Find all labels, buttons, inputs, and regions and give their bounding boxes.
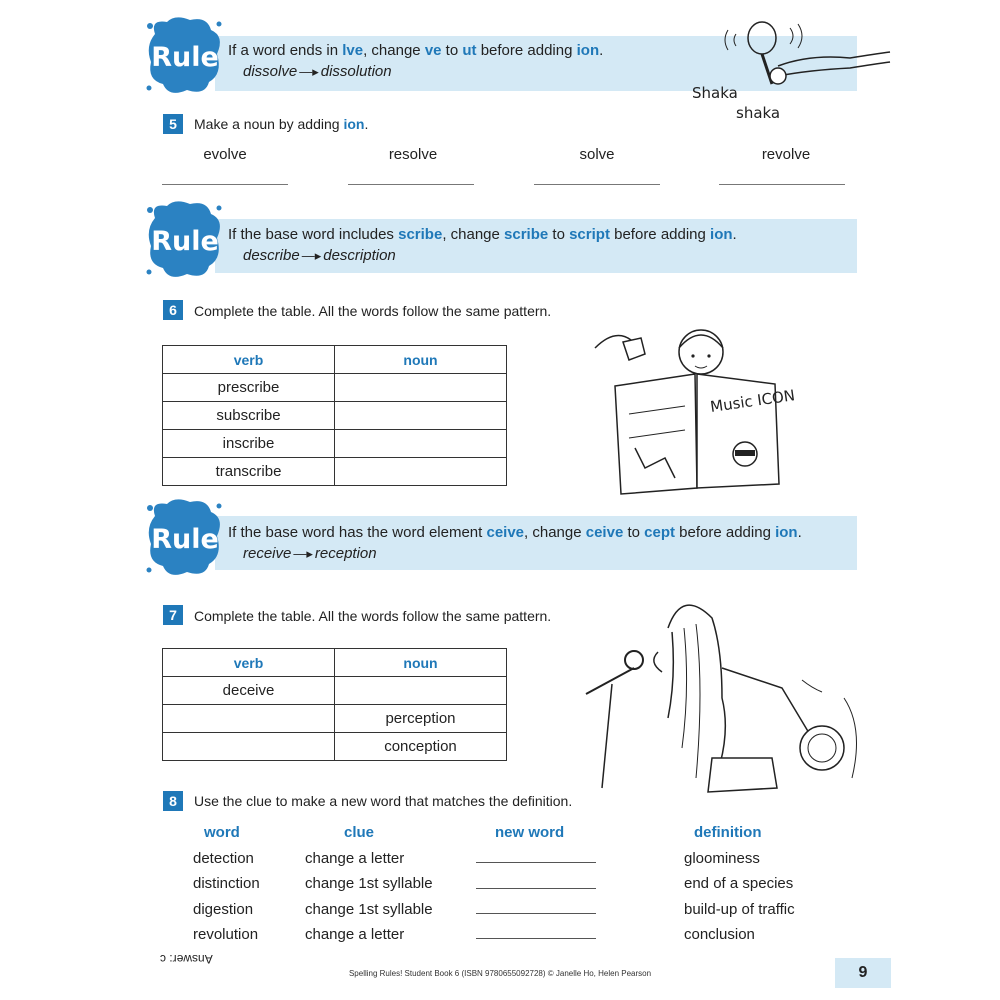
answer-line[interactable] [476,938,596,939]
answer-cell[interactable] [335,458,507,486]
arrow-icon: —▸ [299,64,319,79]
question-instruction: Complete the table. All the words follow the same pattern. [194,303,552,319]
column-header: noun [335,346,507,374]
clue: change 1st syllable [305,875,433,892]
answer-cell[interactable] [163,733,335,761]
svg-text:Shaka: Shaka [692,84,738,102]
table-cell: inscribe [163,430,335,458]
rule-logo [145,198,225,282]
verb-noun-table [162,648,507,761]
question-number: 5 [163,114,183,134]
question-number: 8 [163,791,183,811]
question-instruction: Complete the table. All the words follow the same pattern. [194,608,552,624]
rule-example: receive —▸ reception [243,545,377,562]
column-header: definition [694,824,762,841]
rule-logo [145,14,225,98]
table-cell: prescribe [163,374,335,402]
question-number: 7 [163,605,183,625]
arrow-icon: —▸ [293,546,313,561]
answer-line[interactable] [534,184,660,185]
definition: end of a species [684,875,794,892]
rule-text: If the base word includes scribe, change scribe to script before adding ion. [228,226,737,243]
definition: build-up of traffic [684,901,795,918]
svg-text:Rule: Rule [151,42,219,73]
answer-line[interactable] [719,184,845,185]
base-word: resolve [388,146,438,163]
column-header: new word [495,824,565,841]
answer-cell[interactable] [335,374,507,402]
answer-line[interactable] [476,888,596,889]
table-cell: conception [335,733,507,761]
word: revolution [193,926,259,943]
svg-text:shaka: shaka [736,104,781,122]
svg-text:Rule: Rule [151,226,219,257]
rule-text: If a word ends in lve, change ve to ut before adding ion. [228,42,604,59]
definition: gloominess [684,850,760,867]
singer-illustration [572,588,872,808]
table-cell: subscribe [163,402,335,430]
question-number: 6 [163,300,183,320]
arrow-icon: —▸ [301,248,322,263]
column-header: verb [163,346,335,374]
answer-line[interactable] [162,184,288,185]
maraca-illustration [690,14,895,124]
answer-cell[interactable] [335,430,507,458]
magazine-reader-illustration [585,318,797,498]
base-word: evolve [203,146,247,163]
answer-cell[interactable] [163,705,335,733]
answer-cell[interactable] [335,402,507,430]
word: detection [193,850,254,867]
question-instruction: Make a noun by adding ion. [194,116,369,132]
verb-noun-table [162,345,507,486]
answer-line[interactable] [476,913,596,914]
table-cell: transcribe [163,458,335,486]
clue: change 1st syllable [305,901,433,918]
answer-line[interactable] [476,862,596,863]
upside-down-answer: Answer: c [160,952,213,966]
answer-cell[interactable] [335,677,507,705]
rule-example: describe —▸ description [243,247,396,264]
footer-credit: Spelling Rules! Student Book 6 (ISBN 9780655092728) © Janelle Ho, Helen Pearson [348,969,652,978]
clue: change a letter [305,850,405,867]
column-header: noun [335,649,507,677]
word: distinction [193,875,260,892]
column-header: word [204,824,240,841]
table-cell: deceive [163,677,335,705]
question-instruction: Use the clue to make a new word that matches the definition. [194,793,573,809]
base-word: solve [579,146,615,163]
column-header: verb [163,649,335,677]
base-word: revolve [761,146,811,163]
clue: change a letter [305,926,405,943]
rule-example: dissolve —▸ dissolution [243,63,392,80]
definition: conclusion [684,926,755,943]
svg-text:Rule: Rule [151,524,219,555]
rule-text: If the base word has the word element ceive, change ceive to cept before adding ion. [228,524,802,541]
svg-text:Music ICON: Music ICON [709,386,797,416]
table-cell: perception [335,705,507,733]
word: digestion [193,901,254,918]
column-header: clue [344,824,375,841]
page-number: 9 [835,958,891,988]
rule-logo [145,496,225,580]
answer-line[interactable] [348,184,474,185]
